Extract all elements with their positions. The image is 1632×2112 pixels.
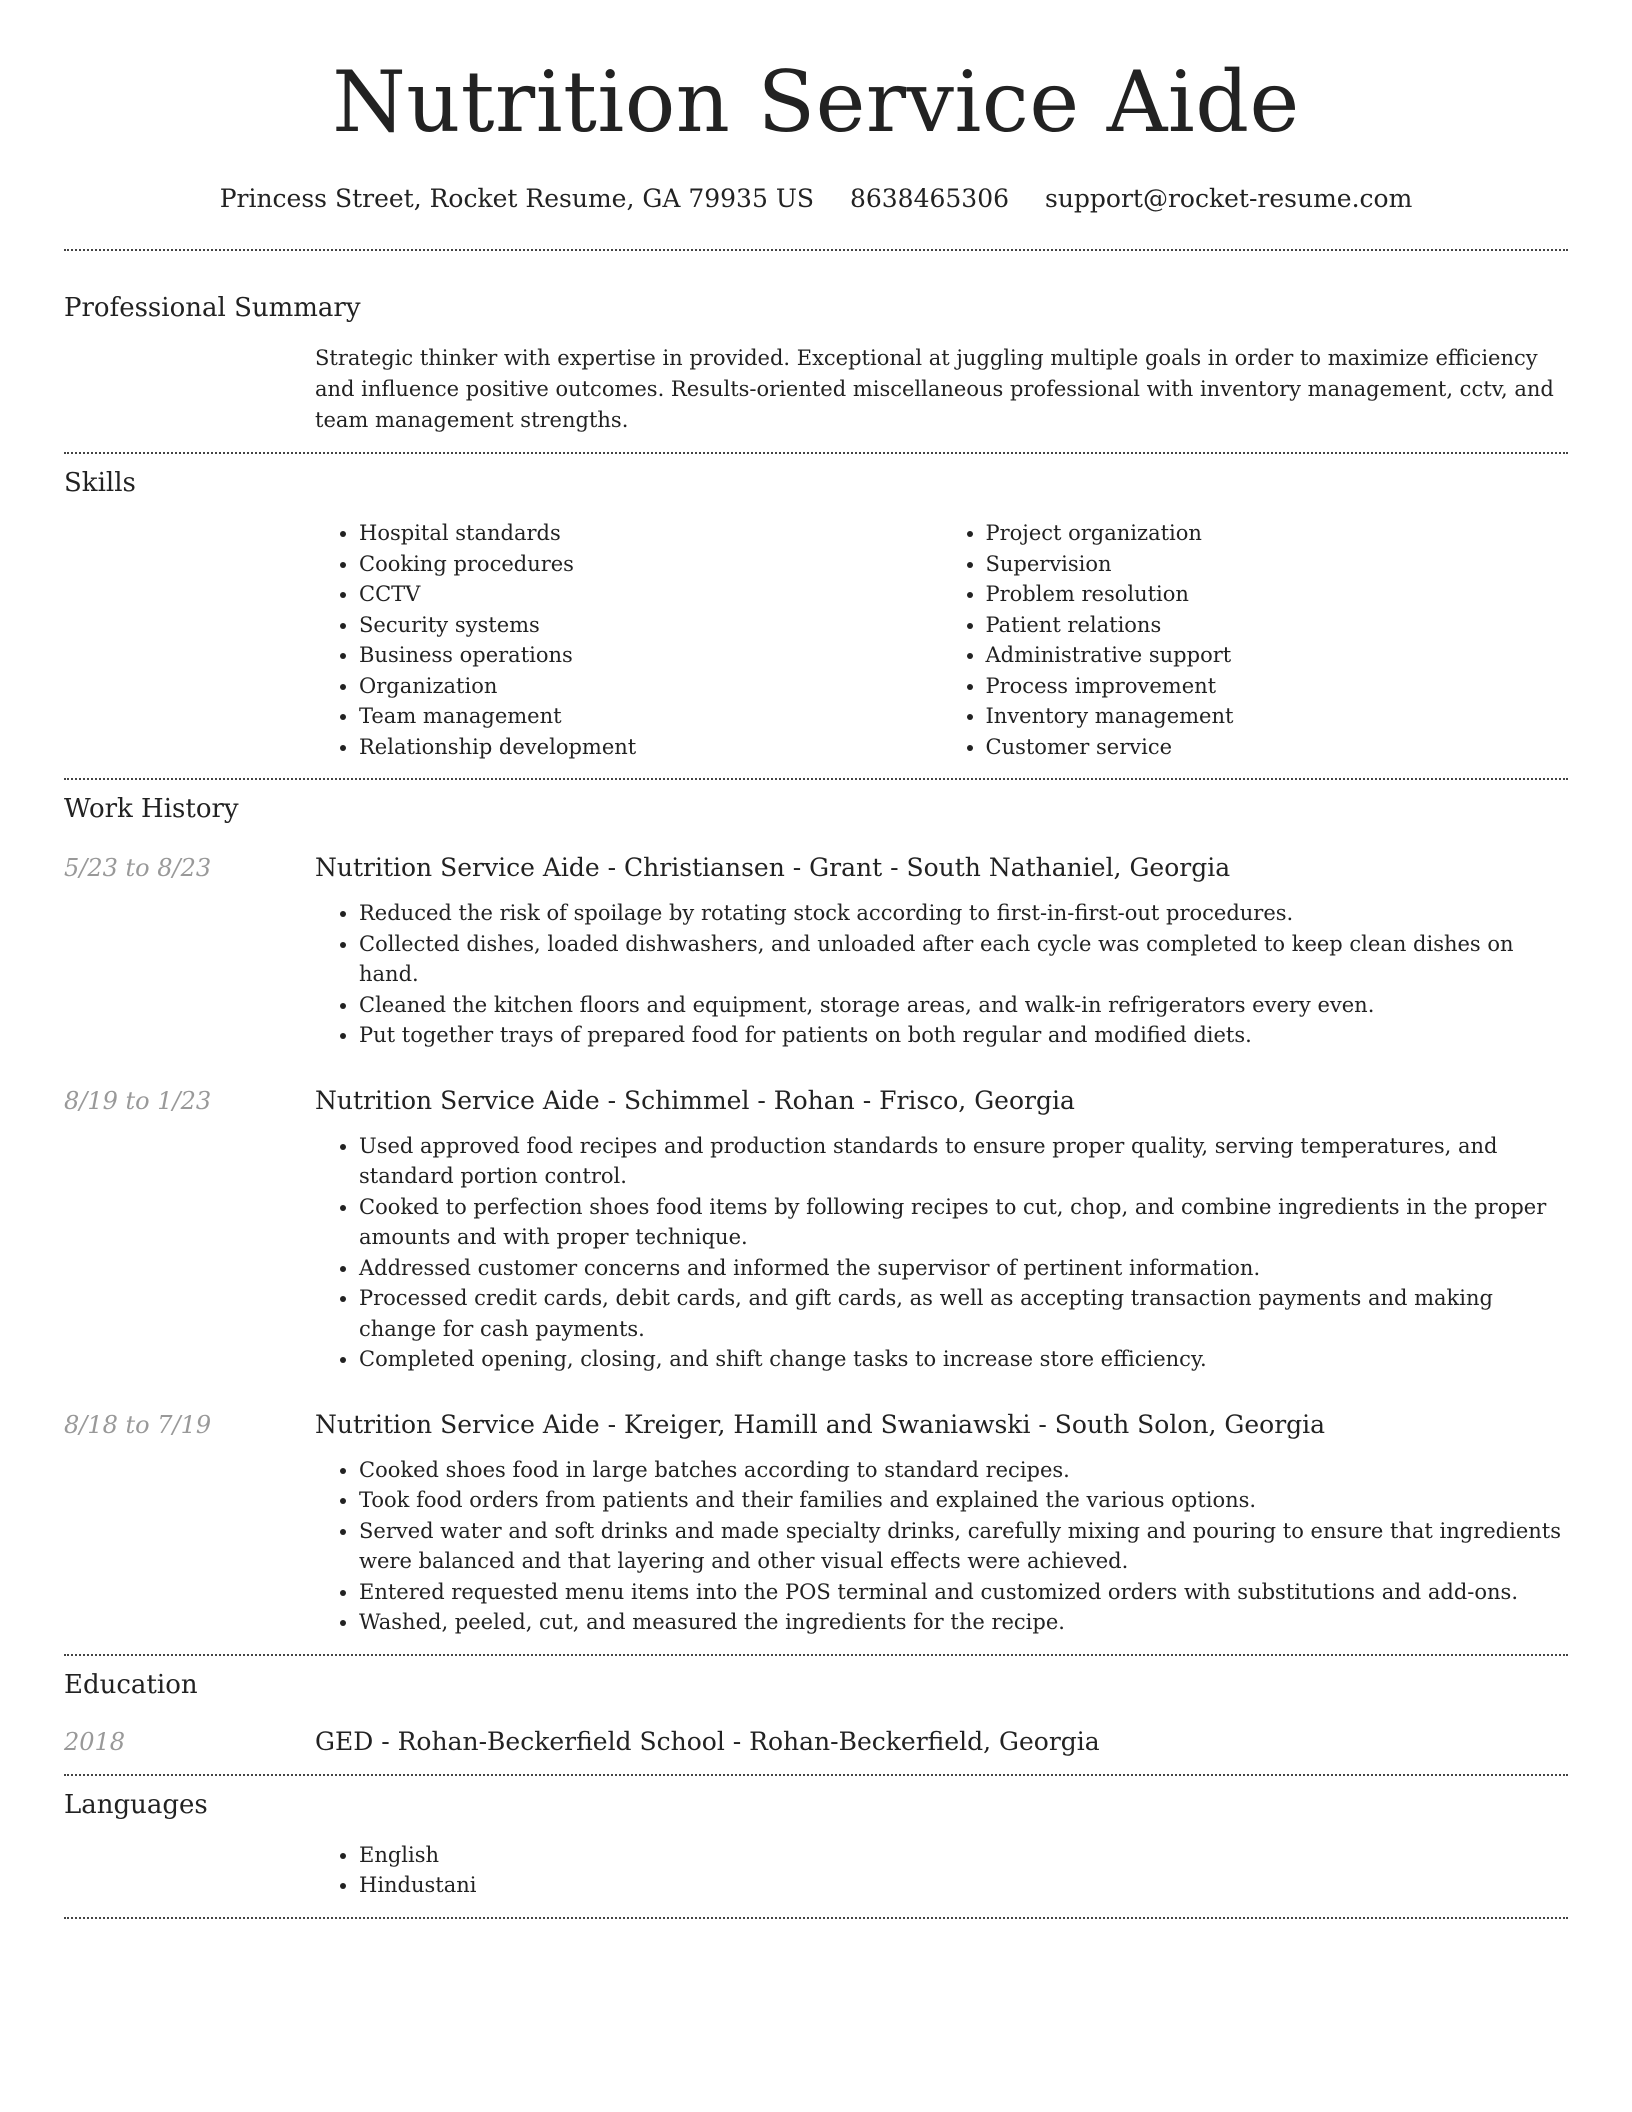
section-title-education: Education bbox=[64, 1669, 198, 1700]
job-bullet: • Served water and soft drinks and made specialty drinks, carefully mixing and pouring to ensure that ingredients were balanced and that layering and other visual effects were achieved. bbox=[359, 1516, 1568, 1577]
job-bullet: • Addressed customer concerns and informed the supervisor of pertinent information. bbox=[359, 1253, 1568, 1284]
skill-item: • Problem resolution bbox=[986, 579, 1569, 610]
summary-text: Strategic thinker with expertise in provided. Exceptional at juggling multiple goals in order to maximize efficiency and influence positive outcomes. Results-oriented miscellaneous professional with inventory management, cctv, and team management strengths. bbox=[315, 346, 1554, 432]
section-title-skills: Skills bbox=[64, 468, 136, 498]
job-dates: 8/18 to 7/19 bbox=[64, 1410, 212, 1439]
skill-item: • Hospital standards bbox=[359, 518, 942, 549]
language-item: • English bbox=[359, 1840, 1568, 1871]
job-bullets bbox=[315, 1131, 1568, 1375]
summary-section bbox=[64, 251, 1568, 452]
education-heading: GED - Rohan-Beckerfield School - Rohan-Beckerfield, Georgia bbox=[315, 1726, 1100, 1756]
contact-address: Princess Street, Rocket Resume, GA 79935 US bbox=[219, 184, 815, 213]
skill-item: • Process improvement bbox=[986, 671, 1569, 702]
skill-item: • Security systems bbox=[359, 610, 942, 641]
job-heading: Nutrition Service Aide - Christiansen - Grant - South Nathaniel, Georgia bbox=[315, 853, 1231, 882]
job-bullet: • Collected dishes, loaded dishwashers, and unloaded after each cycle was completed to keep clean dishes on hand. bbox=[359, 929, 1568, 990]
skill-item: • Organization bbox=[359, 671, 942, 702]
job-bullet: • Cooked to perfection shoes food items by following recipes to cut, chop, and combine ingredients in the proper amounts and with proper technique. bbox=[359, 1192, 1568, 1253]
languages-list bbox=[315, 1840, 1568, 1901]
work-history-section bbox=[64, 780, 1568, 1654]
skill-item: • CCTV bbox=[359, 579, 942, 610]
job-dates: 5/23 to 8/23 bbox=[64, 854, 212, 882]
skill-item: • Team management bbox=[359, 701, 942, 732]
job-bullet: • Reduced the risk of spoilage by rotating stock according to first-in-first-out procedures. bbox=[359, 898, 1568, 929]
job-entry bbox=[64, 852, 1568, 1051]
section-title-summary: Professional Summary bbox=[64, 293, 361, 323]
contact-phone: 8638465306 bbox=[849, 184, 1010, 213]
resume-header bbox=[64, 0, 1568, 216]
contact-line bbox=[64, 182, 1568, 216]
job-entry bbox=[64, 1409, 1568, 1654]
section-title-languages: Languages bbox=[64, 1789, 208, 1820]
skill-item: • Supervision bbox=[986, 549, 1569, 580]
job-bullet: • Took food orders from patients and their families and explained the various options. bbox=[359, 1485, 1568, 1516]
language-item: • Hindustani bbox=[359, 1870, 1568, 1901]
job-heading: Nutrition Service Aide - Kreiger, Hamill and Swaniawski - South Solon, Georgia bbox=[315, 1409, 1326, 1439]
job-bullet: • Used approved food recipes and production standards to ensure proper quality, serving temperatures, and standard portion control. bbox=[359, 1131, 1568, 1192]
skill-item: • Relationship development bbox=[359, 732, 942, 763]
skill-item: • Patient relations bbox=[986, 610, 1569, 641]
skill-item: • Administrative support bbox=[986, 640, 1569, 671]
job-bullets bbox=[315, 1455, 1568, 1638]
education-entry bbox=[64, 1726, 1568, 1774]
job-bullet: • Completed opening, closing, and shift change tasks to increase store efficiency. bbox=[359, 1344, 1568, 1375]
skill-item: • Business operations bbox=[359, 640, 942, 671]
job-bullet: • Cooked shoes food in large batches according to standard recipes. bbox=[359, 1455, 1568, 1486]
skills-list-left bbox=[315, 518, 942, 762]
job-dates: 8/19 to 1/23 bbox=[64, 1086, 212, 1115]
education-year: 2018 bbox=[64, 1727, 126, 1756]
contact-email: support@rocket-resume.com bbox=[1044, 184, 1413, 213]
job-bullets bbox=[315, 898, 1568, 1051]
skill-item: • Project organization bbox=[986, 518, 1569, 549]
skill-item: • Customer service bbox=[986, 732, 1569, 763]
section-title-work: Work History bbox=[64, 794, 239, 824]
job-entry bbox=[64, 1085, 1568, 1375]
job-bullet: • Put together trays of prepared food for patients on both regular and modified diets. bbox=[359, 1020, 1568, 1051]
candidate-name: Nutrition Service Aide bbox=[332, 53, 1300, 151]
skills-section bbox=[64, 454, 1568, 778]
section-divider bbox=[64, 1917, 1568, 1919]
skills-list-right bbox=[942, 518, 1569, 762]
job-bullet: • Cleaned the kitchen floors and equipment, storage areas, and walk-in refrigerators every even. bbox=[359, 990, 1568, 1021]
job-bullet: • Entered requested menu items into the POS terminal and customized orders with substitutions and add-ons. bbox=[359, 1577, 1568, 1608]
languages-section bbox=[64, 1776, 1568, 1917]
education-section bbox=[64, 1656, 1568, 1774]
job-bullet: • Washed, peeled, cut, and measured the ingredients for the recipe. bbox=[359, 1607, 1568, 1638]
skill-item: • Cooking procedures bbox=[359, 549, 942, 580]
job-bullet: • Processed credit cards, debit cards, and gift cards, as well as accepting transaction payments and making change for cash payments. bbox=[359, 1283, 1568, 1344]
job-heading: Nutrition Service Aide - Schimmel - Rohan - Frisco, Georgia bbox=[315, 1085, 1075, 1115]
skill-item: • Inventory management bbox=[986, 701, 1569, 732]
